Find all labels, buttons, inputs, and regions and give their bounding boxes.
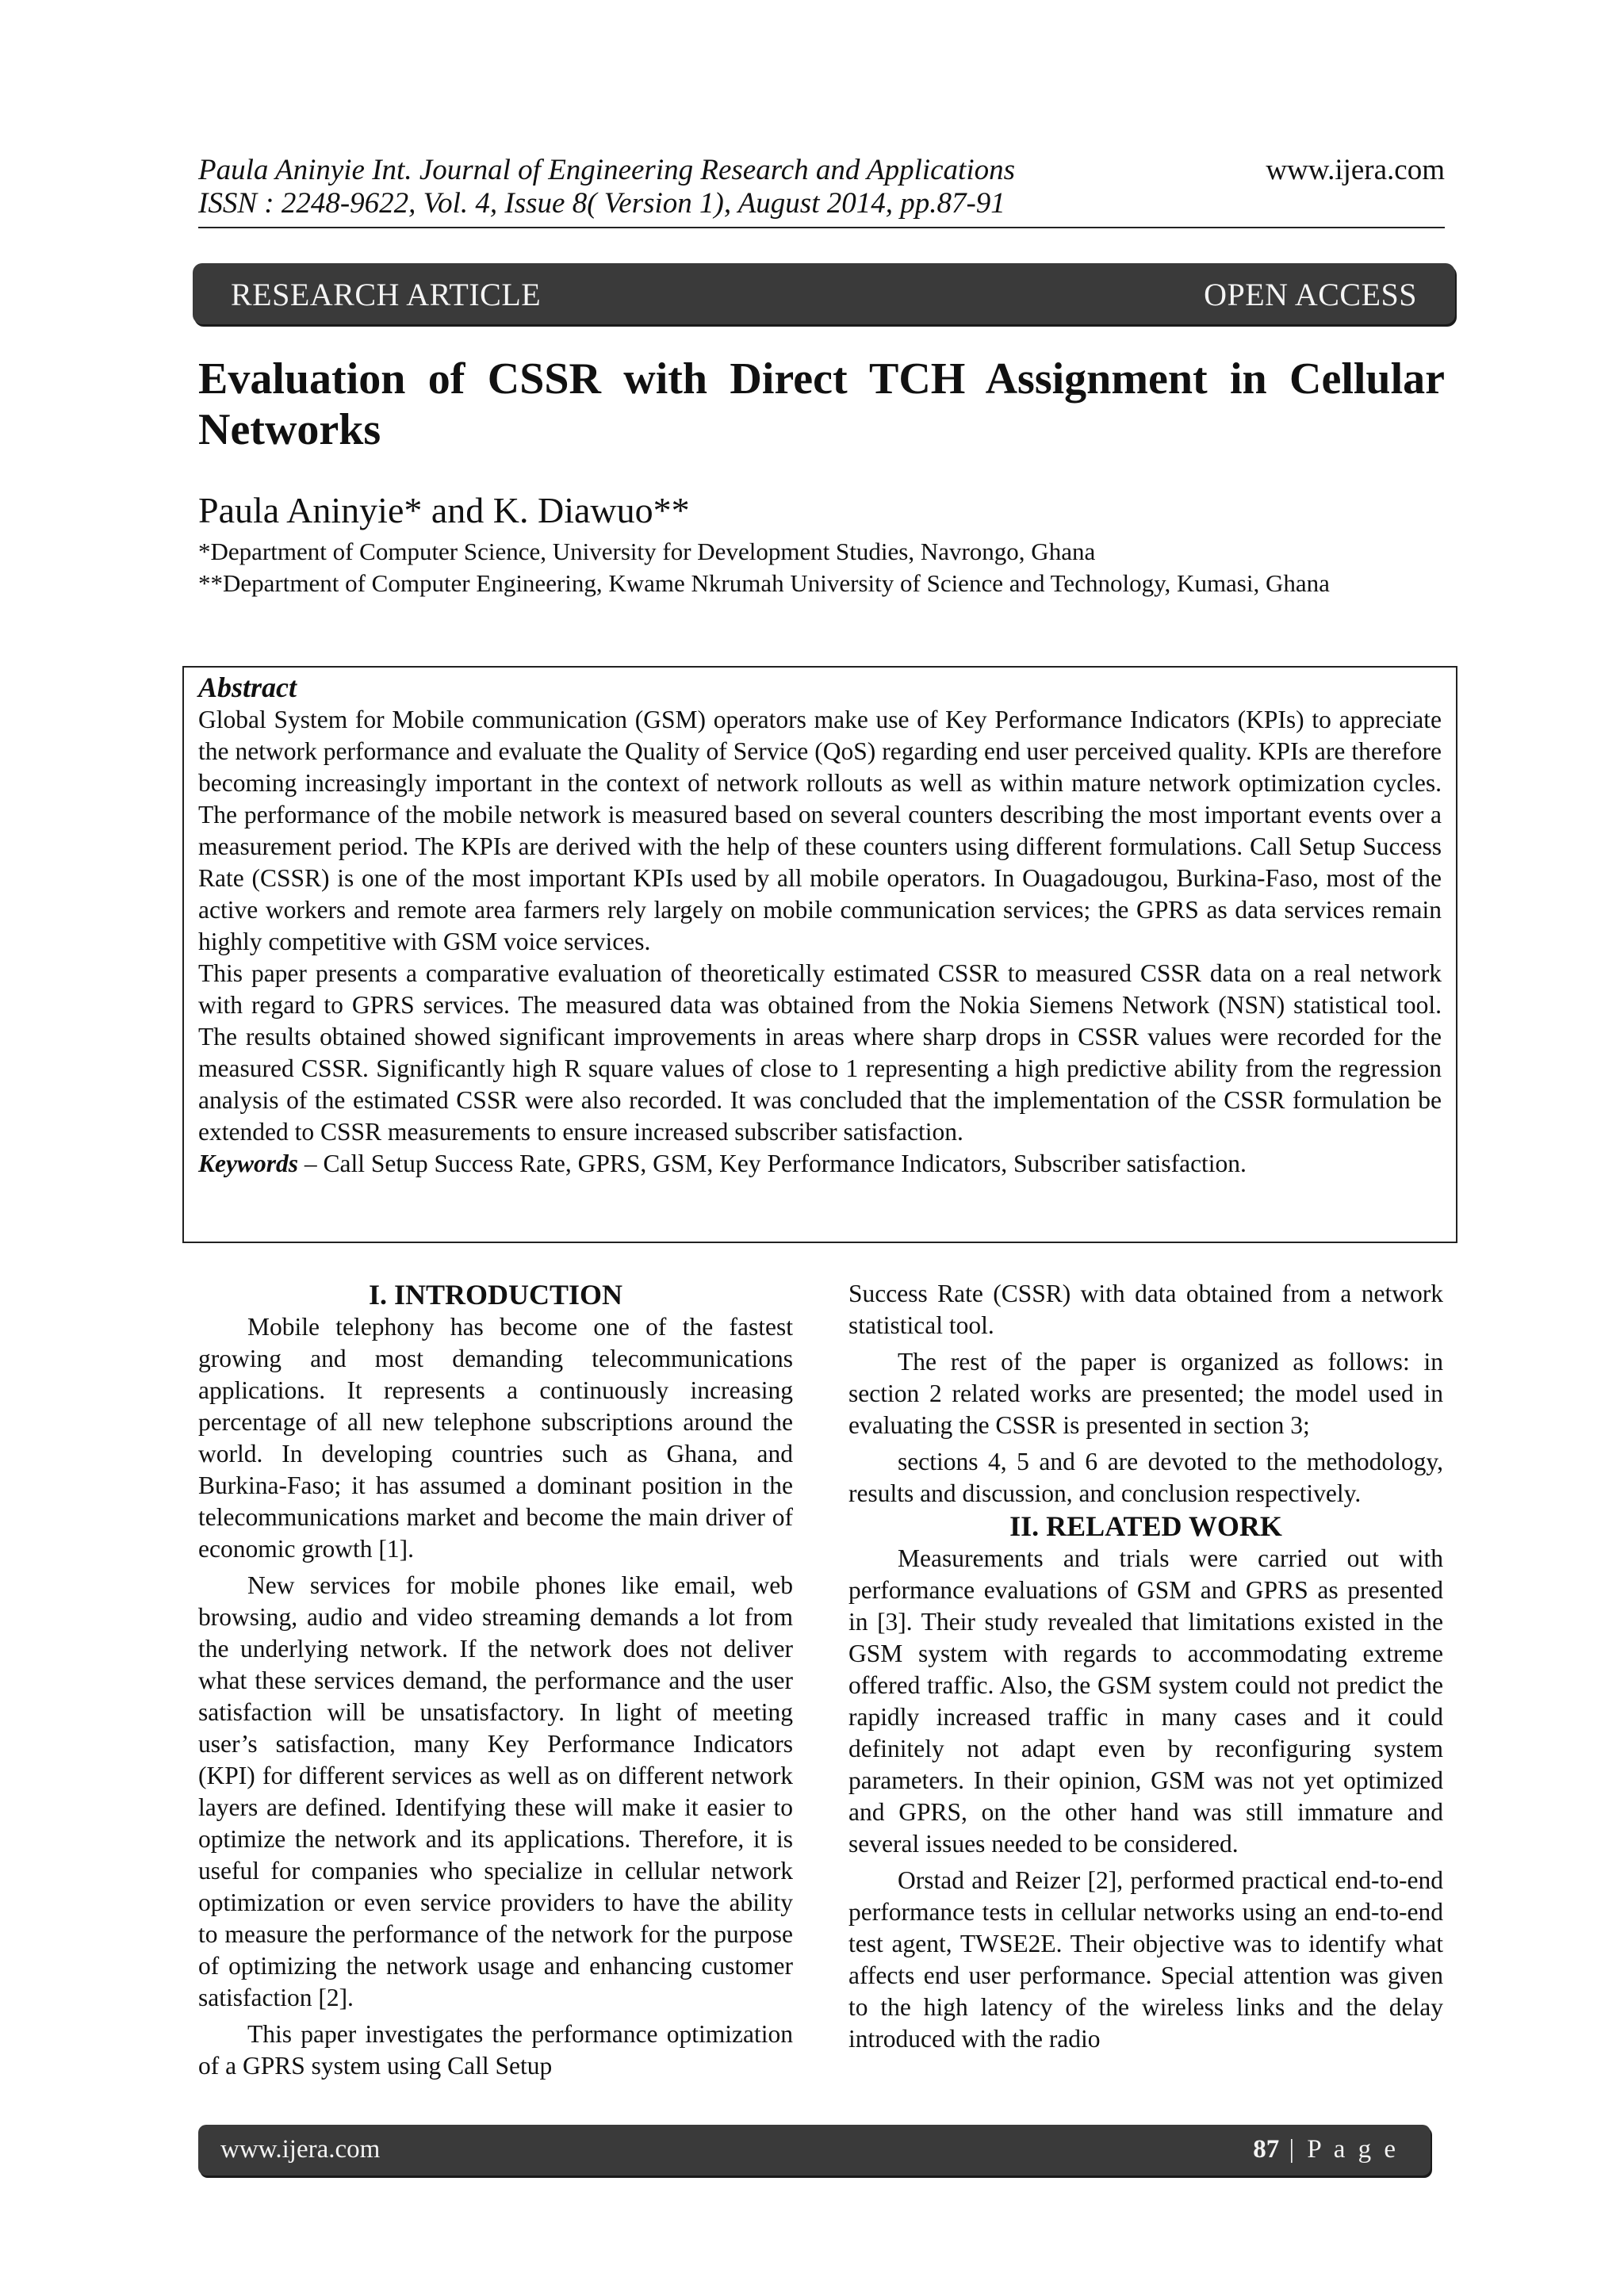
- affiliation-1: *Department of Computer Science, University for Development Studies, Navrongo, Ghana: [198, 538, 1096, 565]
- related-work-paragraph-2: Orstad and Reizer [2], performed practical end-to-end performance tests in cellular networks using an end-to-end test agent, TWSE2E. Their objective was to identify what affects end user performance. Special attention was given to the high latency of the wireless links and the delay introduced with the radio: [848, 1866, 1443, 2053]
- intro-paragraph-5: sections 4, 5 and 6 are devoted to the methodology, results and discussion, and conclusion respectively.: [848, 1448, 1443, 1507]
- footer-url[interactable]: www.ijera.com: [220, 2135, 381, 2164]
- paper-title: Evaluation of CSSR with Direct TCH Assignment in Cellular Networks: [198, 354, 1445, 454]
- intro-paragraph-3: This paper investigates the performance optimization of a GPRS system using Call Setup: [198, 2020, 793, 2080]
- keywords-label: Keywords: [198, 1150, 298, 1177]
- abstract-paragraph-1: Global System for Mobile communication (GSM) operators make use of Key Performance Indicators (KPIs) to appreciate the network performance and evaluate the Quality of Service (QoS) regarding end user perceived quality. KPIs are therefore becoming increasingly important in the context of network rollouts as well as within mature network optimization cycles. The performance of the mobile network is measured based on several counters describing the most important events over a measurement period. The KPIs are derived with the help of these counters using different formulations. Call Setup Success Rate (CSSR) is one of the most important KPIs used by all mobile operators. In Ouagadougou, Burkina-Faso, most of the active workers and remote area farmers rely largely on mobile communication services; the GPRS as data services remain highly competitive with GSM voice services.: [198, 706, 1442, 955]
- article-type-bar: [193, 263, 1455, 324]
- running-header: [198, 152, 1445, 228]
- page-number-label: [1253, 2135, 1399, 2164]
- abstract-heading: Abstract: [198, 672, 297, 703]
- article-type-label: RESEARCH ARTICLE: [231, 277, 542, 312]
- intro-paragraph-4: The rest of the paper is organized as follows: in section 2 related works are presented; the model used in evaluating the CSSR is presented in section 3;: [848, 1348, 1443, 1439]
- abstract-box: [182, 666, 1457, 1243]
- abstract-paragraph-2: This paper presents a comparative evaluation of theoretically estimated CSSR to measured CSSR data on a real network with regard to GPRS services. The measured data was obtained from the Nokia Siemens Network (NSN) statistical tool. The results obtained showed significant improvements in areas where sharp drops in CSSR values were recorded for the measured CSSR. Significantly high R square values of close to 1 representing a high predictive ability from the regression analysis of the estimated CSSR were also recorded. It was concluded that the implementation of the CSSR formulation be extended to CSSR measurements to ensure increased subscriber satisfaction.: [198, 959, 1442, 1146]
- journal-citation-line1: Paula Aninyie Int. Journal of Engineering Research and Applications: [198, 154, 1016, 186]
- keywords-line: [198, 1148, 1442, 1180]
- intro-paragraph-1: Mobile telephony has become one of the fastest growing and most demanding telecommunications applications. It represents a continuously increasing percentage of all new telephone subscriptions around the world. In developing countries such as Ghana, and Burkina-Faso; it has assumed a dominant position in the telecommunications market and become the main driver of economic growth [1].: [198, 1313, 793, 1563]
- page-number: 87: [1253, 2135, 1280, 2164]
- footer-bar: [198, 2125, 1431, 2175]
- intro-paragraph-3-continued: Success Rate (CSSR) with data obtained from a network statistical tool.: [848, 1280, 1443, 1339]
- left-column: [198, 1278, 793, 2082]
- journal-citation-line2: ISSN : 2248-9622, Vol. 4, Issue 8( Version 1), August 2014, pp.87-91: [198, 187, 1005, 220]
- intro-paragraph-2: New services for mobile phones like email, web browsing, audio and video streaming demands a lot from the underlying network. If the network does not deliver what these services demand, the performance and the user satisfaction will be unsatisfactory. In light of meeting user’s satisfaction, many Key Performance Indicators (KPI) for different services as well as on different network layers are defined. Identifying these will make it easier to optimize the network and its applications. Therefore, it is useful for companies who specialize in cellular network optimization or even service providers to have the ability to measure the performance of the network for the purpose of optimizing the network usage and enhancing customer satisfaction [2].: [198, 1571, 793, 2011]
- keywords-text: – Call Setup Success Rate, GPRS, GSM, Key Performance Indicators, Subscriber satisfaction.: [298, 1150, 1247, 1177]
- related-work-paragraph-1: Measurements and trials were carried out with performance evaluations of GSM and GPRS as presented in [3]. Their study revealed that limitations existed in the GSM system with regards to accommodating extreme offered traffic. Also, the GSM system could not predict the rapidly increased traffic in many cases and it could definitely not adapt even by reconfiguring system parameters. In their opinion, GSM was not yet optimized and GPRS, on the other hand was still immature and several issues needed to be considered.: [848, 1544, 1443, 1858]
- section-heading-introduction: I. INTRODUCTION: [368, 1279, 623, 1311]
- affiliation-2: **Department of Computer Engineering, Kwame Nkrumah University of Science and Technology, Kumasi, Ghana: [198, 569, 1330, 597]
- open-access-label: OPEN ACCESS: [1204, 277, 1417, 312]
- journal-url[interactable]: www.ijera.com: [1266, 154, 1445, 186]
- author-list: Paula Aninyie* and K. Diawuo**: [198, 490, 690, 530]
- section-heading-related-work: II. RELATED WORK: [1009, 1510, 1282, 1542]
- page-suffix: | P a g e: [1279, 2135, 1399, 2164]
- right-column: [848, 1278, 1443, 2055]
